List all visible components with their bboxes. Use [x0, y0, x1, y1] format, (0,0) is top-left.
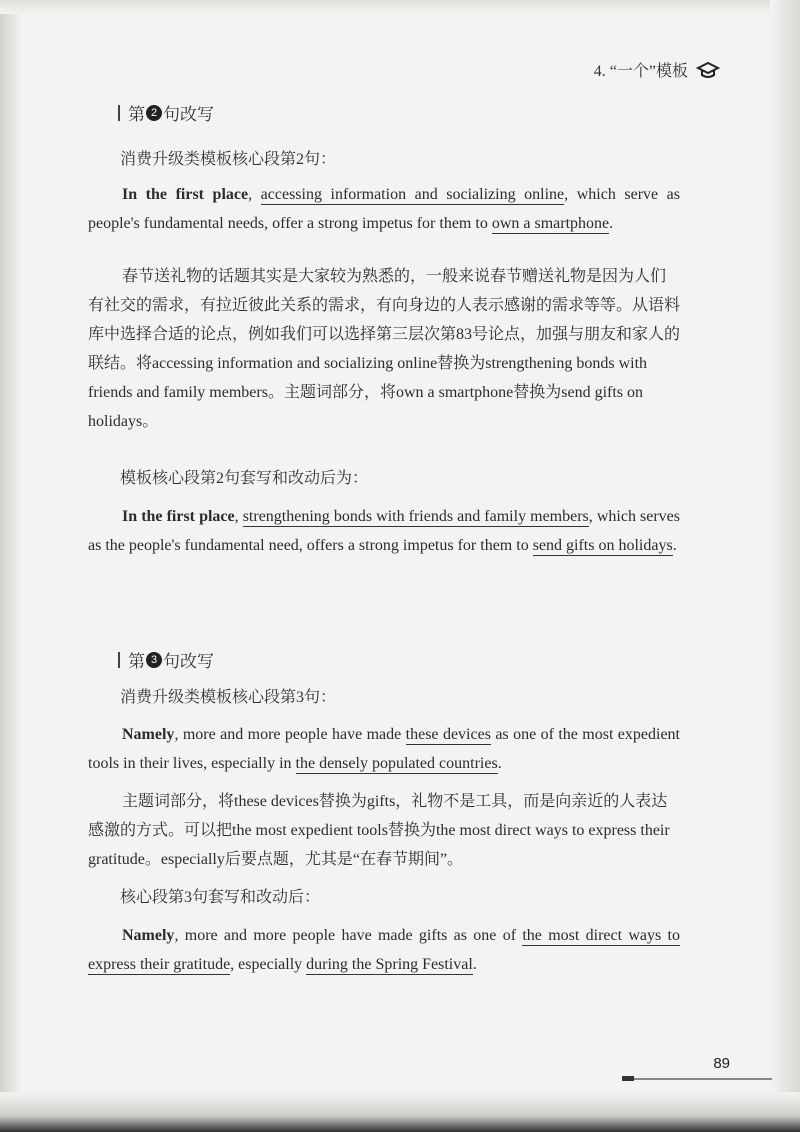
- graduation-cap-icon: [696, 60, 720, 80]
- header-title: 4. “一个”模板: [593, 63, 688, 80]
- explanation-paragraph: 主题词部分，将these devices替换为gifts，礼物不是工具，而是向亲近的人表达感激的方式。可以把the most expedient tools替换为the most direct ways to express their gratitude。especially后要点题，尤其是“在春节期间”。: [88, 793, 670, 868]
- footer-rule-accent: [622, 1076, 634, 1081]
- scan-top-edge: [0, 0, 800, 14]
- scan-left-shadow: [0, 0, 22, 1132]
- scan-right-edge: [770, 0, 800, 1132]
- footer-rule: [622, 1078, 772, 1080]
- heading-bar: [118, 105, 120, 121]
- explanation-paragraph: 春节送礼物的话题其实是大家较为熟悉的，一般来说春节赠送礼物是因为人们有社交的需求，有拉近彼此关系的需求，有向身边的人表示感谢的需求等等。从语料库中选择合适的论点，例如我们可以选择第三层次第83号论点，加强与朋友和家人的联结。将accessing information and socializing online替换为strengthening bonds with friends and family members。主题词部分，将own a smartphone替换为send gifts on holidays。: [88, 268, 681, 430]
- section-heading-2: 第 2 句改写: [118, 100, 214, 125]
- template-sentence-2: In the first place, accessing information and socializing online, which serve as people's fundamental needs, offer a strong impetus for them to own a smartphone.: [88, 186, 681, 232]
- rewritten-sentence-2: In the first place, strengthening bonds with friends and family members, which serves as the people's fundamental need, offers a strong impetus for them to send gifts on holidays.: [88, 508, 680, 554]
- number-badge: 3: [146, 652, 162, 668]
- template-sentence-3: Namely, more and more people have made these devices as one of the most expedient tools in their lives, especially in the densely populated countries.: [88, 726, 680, 772]
- rewrite-label: 模板核心段第2句套写和改动后为：: [120, 470, 369, 487]
- heading-bar: [118, 652, 120, 668]
- section-heading-3: 第 3 句改写: [118, 647, 214, 672]
- number-badge: 2: [146, 105, 162, 121]
- page-number: 89: [713, 1055, 730, 1072]
- rewritten-sentence-3: Namely, more and more people have made gifts as one of the most direct ways to express their gratitude, especially during the Spring Festival.: [88, 927, 680, 973]
- scan-bottom-shadow: [0, 1092, 800, 1132]
- template-label: 消费升级类模板核心段第2句：: [120, 151, 337, 168]
- template-label: 消费升级类模板核心段第3句：: [120, 689, 337, 706]
- running-header: [594, 58, 720, 81]
- rewrite-label: 核心段第3句套写和改动后：: [120, 889, 321, 906]
